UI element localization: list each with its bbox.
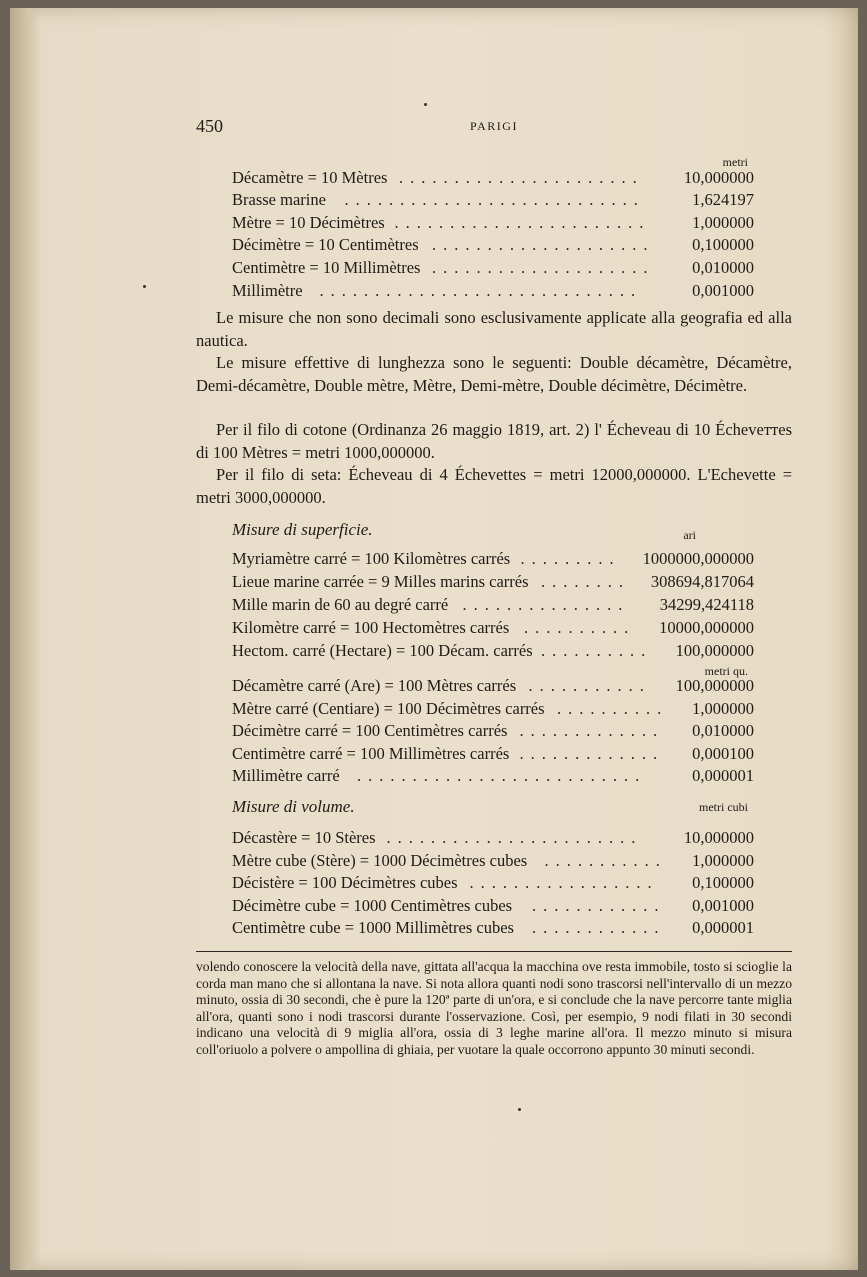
dot-leader: .................... <box>432 235 655 254</box>
table-row <box>232 850 754 872</box>
row-label: Mètre cube (Stère) = 1000 Décimètres cubes <box>232 851 528 870</box>
row-value: 100,000000 <box>675 676 754 695</box>
row-value: 0,010000 <box>692 258 754 277</box>
surface-unit-ari: ari <box>683 528 696 542</box>
dot-leader: ........... <box>528 676 651 695</box>
row-value: 0,000100 <box>692 744 754 763</box>
dot-leader: ...................... <box>399 168 644 187</box>
row-label: Décamètre = 10 Mètres <box>232 168 388 187</box>
row-value: 100,000000 <box>675 641 754 660</box>
footnote-rule <box>196 951 792 952</box>
row-value: 0,000001 <box>692 766 754 785</box>
row-value: 0,000001 <box>692 918 754 937</box>
table-row <box>232 594 754 616</box>
table-row <box>232 257 754 279</box>
dot-leader: ............................. <box>319 281 643 300</box>
paragraph-nondecimal: Le misure che non sono decimali sono esclusivamente applicate alla geografia ed alla nautica. <box>196 308 792 350</box>
paragraph-effective-lengths: Le misure effettive di lunghezza sono le seguenti: Double décamètre, Décamètre, Demi-décamètre, Double mètre, Mètre, Demi-mètre, Double décimètre, Décimètre. <box>196 353 792 395</box>
table-row <box>232 212 754 234</box>
dot-leader: .......................... <box>357 766 647 785</box>
row-value: 1000000,000000 <box>642 549 754 568</box>
dot-leader: ........................... <box>344 190 645 209</box>
page-speck <box>143 285 146 288</box>
row-label: Décistère = 100 Décimètres cubes <box>232 873 458 892</box>
dot-leader: ............. <box>519 721 665 740</box>
row-label: Centimètre = 10 Millimètres <box>232 258 421 277</box>
row-value: 308694,817064 <box>650 572 754 591</box>
dot-leader: .......... <box>541 641 653 660</box>
row-value: 0,010000 <box>692 721 754 740</box>
table-row <box>232 640 754 662</box>
surface-unit-metri-qu: metri qu. <box>704 664 748 678</box>
dot-leader: ............ <box>532 918 666 937</box>
row-value: 0,100000 <box>692 873 754 892</box>
page-number: 450 <box>196 116 223 136</box>
length-unit-label: metri <box>722 155 748 169</box>
row-label: Décimètre = 10 Centimètres <box>232 235 419 254</box>
volume-section-title: Misure di volume. <box>232 797 355 816</box>
dot-leader: ....................... <box>386 828 643 847</box>
table-row <box>232 189 754 211</box>
paragraph-cotton-thread: Per il filo di cotone (Ordinanza 26 maggio 1819, art. 2) l' Écheveau di 10 Écheveттes di 100 Mètres = metri 1000,000000. <box>196 420 792 462</box>
row-value: 0,001000 <box>692 896 754 915</box>
dot-leader: ......... <box>520 549 621 568</box>
row-value: 0,100000 <box>692 235 754 254</box>
row-value: 1,000000 <box>692 851 754 870</box>
table-row <box>232 917 754 939</box>
row-value: 1,624197 <box>692 190 754 209</box>
page-speck <box>518 1108 521 1111</box>
row-label: Brasse marine <box>232 190 326 209</box>
table-row <box>232 872 754 894</box>
row-label: Centimètre carré = 100 Millimètres carrés <box>232 744 510 763</box>
table-row <box>232 895 754 917</box>
row-label: Décastère = 10 Stères <box>232 828 376 847</box>
row-label: Millimètre <box>232 281 303 300</box>
dot-leader: .......... <box>524 618 636 637</box>
page-binding-shadow <box>10 8 40 1270</box>
surface-section-title: Misure di superficie. <box>232 520 373 539</box>
row-label: Mètre carré (Centiare) = 100 Décimètres carrés <box>232 699 545 718</box>
table-row <box>232 617 754 639</box>
dot-leader: ............... <box>462 595 630 614</box>
dot-leader: ....................... <box>394 213 651 232</box>
row-label: Hectom. carré (Hectare) = 100 Décam. carrés <box>232 641 533 660</box>
table-row <box>232 720 754 742</box>
row-value: 10000,000000 <box>659 618 754 637</box>
row-value: 1,000000 <box>692 699 754 718</box>
table-row <box>232 280 754 302</box>
row-value: 10,000000 <box>683 168 754 187</box>
table-row <box>232 675 754 697</box>
row-label: Kilomètre carré = 100 Hectomètres carrés <box>232 618 510 637</box>
table-row <box>232 827 754 849</box>
table-row <box>232 167 754 189</box>
row-value: 10,000000 <box>683 828 754 847</box>
row-label: Centimètre cube = 1000 Millimètres cubes <box>232 918 514 937</box>
table-row <box>232 234 754 256</box>
row-label: Décamètre carré (Are) = 100 Mètres carrés <box>232 676 517 695</box>
paragraph-silk-thread: Per il filo di seta: Écheveau di 4 Échevettes = metri 12000,000000. L'Echevette = metri 3000,000000. <box>196 465 792 507</box>
volume-unit-label: metri cubi <box>699 800 748 814</box>
dot-leader: ........... <box>544 851 667 870</box>
row-value: 1,000000 <box>692 213 754 232</box>
dot-leader: ................. <box>469 873 659 892</box>
dot-leader: .................... <box>432 258 655 277</box>
table-row <box>232 571 754 593</box>
table-row <box>232 548 754 570</box>
row-label: Mille marin de 60 au degré carré <box>232 595 449 614</box>
dot-leader: ............. <box>519 744 665 763</box>
row-label: Myriamètre carré = 100 Kilomètres carrés <box>232 549 511 568</box>
footnote: volendo conoscere la velocità della nave, gittata all'acqua la macchina ove resta immobile, tosto si scioglie la corda man mano che si allontana la nave. Si nota allora quanti nodi sono trascorsi nell'intervallo di un mezzo minuto, ossia di 30 secondi, che è pure la 120ª parte di un'ora, e si conclude che la nave percorre tante miglia all'ora, quanti sono i nodi trascorsi durante l'osservazione. Così, per esempio, 9 nodi filati in 30 secondi indicano una velocità di 9 miglia all'ora, ossia di 3 leghe marine all'ora. Il mezzo minuto si misura coll'oriuolo a polvere o ampollina di ghiaia, per vuotare la quale occorrono appunto 30 minuti secondi. <box>196 959 792 1057</box>
row-label: Décimètre cube = 1000 Centimètres cubes <box>232 896 513 915</box>
page-speck <box>424 103 427 106</box>
dot-leader: ........ <box>541 572 630 591</box>
row-label: Lieue marine carrée = 9 Milles marins carrés <box>232 572 529 591</box>
table-row <box>232 765 754 787</box>
row-label: Décimètre carré = 100 Centimètres carrés <box>232 721 508 740</box>
table-row <box>232 698 754 720</box>
dot-leader: .......... <box>557 699 669 718</box>
dot-leader: ............ <box>532 896 666 915</box>
page-header <box>196 116 792 138</box>
table-row <box>232 743 754 765</box>
row-value: 0,001000 <box>692 281 754 300</box>
running-head: PARIGI <box>470 119 518 133</box>
row-value: 34299,424118 <box>659 595 754 614</box>
row-label: Millimètre carré <box>232 766 340 785</box>
row-label: Mètre = 10 Décimètres <box>232 213 385 232</box>
